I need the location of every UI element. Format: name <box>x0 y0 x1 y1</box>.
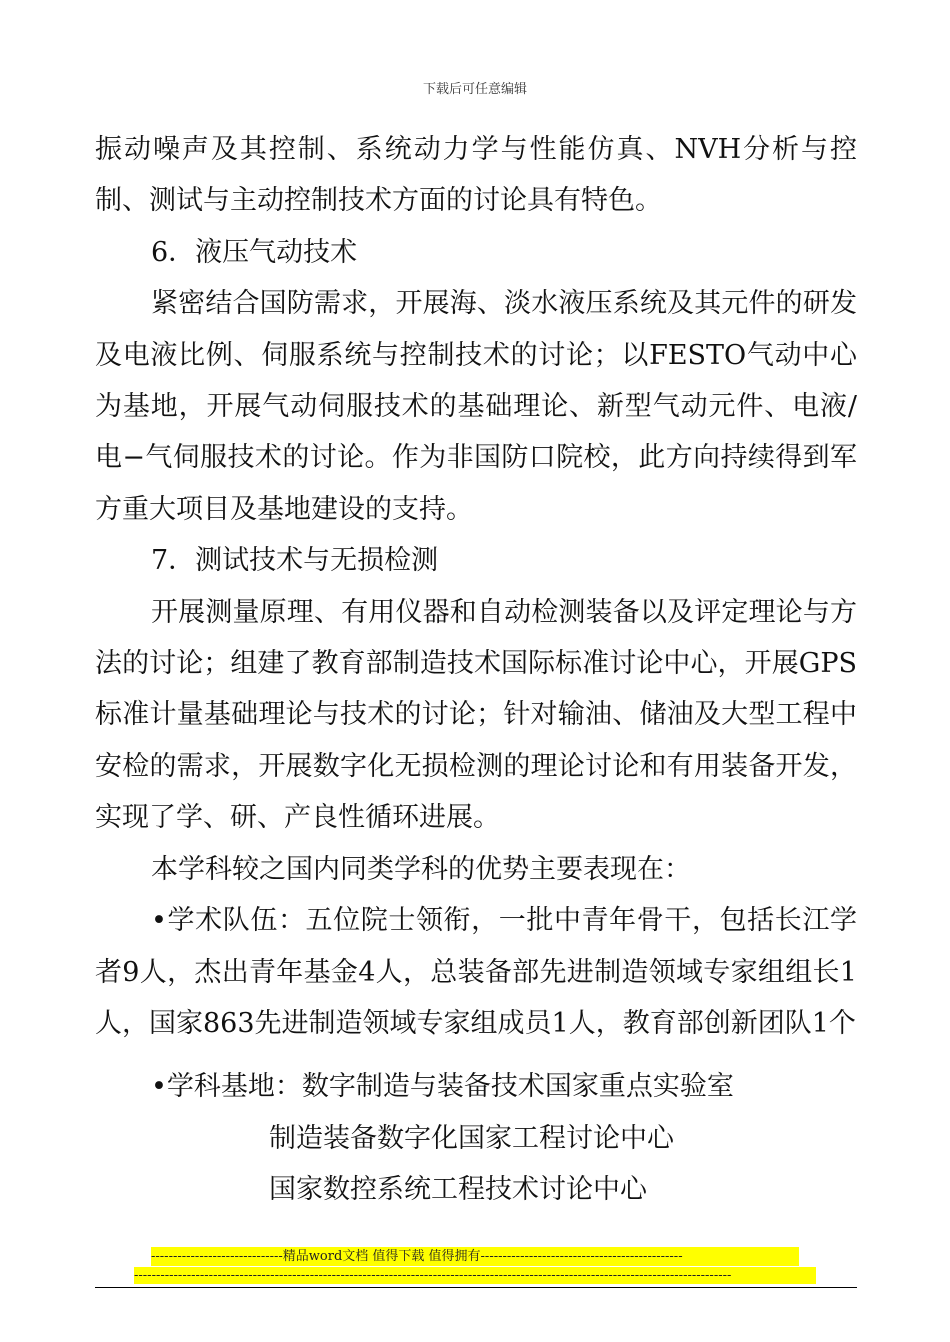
footer-dash-line: ---------------------------------------------------------------------------------------------------------------------------------------- <box>134 1267 816 1284</box>
section-heading-testing: 7．测试技术与无损检测 <box>151 545 439 577</box>
spacer <box>95 1049 857 1061</box>
footer-banner: ------------------------------精品word文档 值得下载 值得拥有---------------------------------------------- <box>151 1247 799 1266</box>
paragraph-nvh: 振动噪声及其控制、系统动力学与性能仿真、NVH分析与控制、测试与主动控制技术方面的讨论具有特色。 <box>95 134 857 217</box>
document-body <box>95 124 857 1216</box>
paragraph-hydraulic: 紧密结合国防需求，开展海、淡水液压系统及其元件的研发及电液比例、伺服系统与控制技术的讨论；以FESTO气动中心为基地，开展气动伺服技术的基础理论、新型气动元件、电液/电−气伺服技术的讨论。作为非国防口院校，此方向持续得到军方重大项目及基地建设的支持。 <box>95 288 857 525</box>
page-header: 下载后可任意编辑 <box>422 82 527 97</box>
bullet-academic-team: •学术队伍：五位院士领衔，一批中青年骨干，包括长江学者9人，杰出青年基金4人，总装备部先进制造领域专家组组长1人，国家863先进制造领域专家组成员1人，教育部创新团队1个 <box>95 905 857 1039</box>
footer-rule <box>95 1287 857 1288</box>
base-item-cnc-center: 国家数控系统工程技术讨论中心 <box>269 1174 647 1206</box>
section-heading-hydraulic: 6．液压气动技术 <box>151 236 358 268</box>
paragraph-testing: 开展测量原理、有用仪器和自动检测装备以及评定理论与方法的讨论；组建了教育部制造技术国际标准讨论中心，开展GPS标准计量基础理论与技术的讨论；针对输油、储油及大型工程中安检的需求，开展数字化无损检测的理论讨论和有用装备开发，实现了学、研、产良性循环进展。 <box>95 596 857 834</box>
bullet-discipline-bases: •学科基地：数字制造与装备技术国家重点实验室 <box>151 1071 734 1103</box>
paragraph-advantages-intro: 本学科较之国内同类学科的优势主要表现在： <box>151 853 691 885</box>
base-item-engineering-center: 制造装备数字化国家工程讨论中心 <box>269 1122 674 1154</box>
